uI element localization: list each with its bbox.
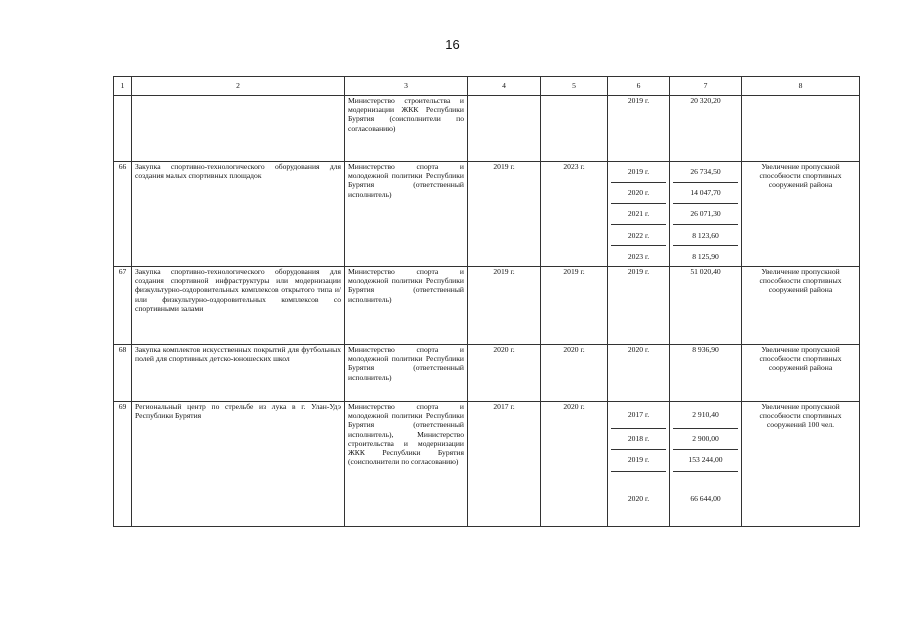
column-number: 6 xyxy=(608,77,670,96)
row-number: 66 xyxy=(114,162,132,267)
measure-name: Закупка комплектов искусственных покрытий для футбольных полей для спортивных детско-юношеских школ xyxy=(132,345,345,402)
start-year: 2019 г. xyxy=(468,162,541,267)
table-row xyxy=(114,267,860,345)
end-year: 2019 г. xyxy=(541,267,608,345)
funding-years-cell xyxy=(608,162,670,267)
table-row xyxy=(114,162,860,267)
funding-amount: 153 244,00 xyxy=(673,449,738,471)
responsible-org: Министерство спорта и молодежной политики Республики Бурятия (ответственный исполнитель) xyxy=(345,267,468,345)
funding-year: 2022 г. xyxy=(611,225,666,246)
column-number: 8 xyxy=(742,77,860,96)
funding-year: 2019 г. xyxy=(608,96,670,162)
column-number: 5 xyxy=(541,77,608,96)
row-number: 68 xyxy=(114,345,132,402)
funding-year: 2021 г. xyxy=(611,203,666,224)
start-year: 2017 г. xyxy=(468,402,541,527)
table-row xyxy=(114,345,860,402)
column-number-row xyxy=(114,77,860,96)
start-year: 2020 г. xyxy=(468,345,541,402)
end-year: 2020 г. xyxy=(541,402,608,527)
row-number: 67 xyxy=(114,267,132,345)
funding-year: 2018 г. xyxy=(611,428,666,449)
funding-year: 2019 г. xyxy=(627,167,650,177)
funding-year: 2019 г. xyxy=(611,449,666,471)
funding-amounts-cell xyxy=(670,402,742,527)
responsible-org: Министерство спорта и молодежной политики Республики Бурятия (ответственный исполнитель) xyxy=(345,162,468,267)
measure-name xyxy=(132,96,345,162)
column-number: 1 xyxy=(114,77,132,96)
page-number: 16 xyxy=(445,37,460,52)
expected-result xyxy=(742,96,860,162)
column-number: 2 xyxy=(132,77,345,96)
end-year: 2020 г. xyxy=(541,345,608,402)
funding-amount: 51 020,40 xyxy=(670,267,742,345)
row-number: 69 xyxy=(114,402,132,527)
funding-year: 2020 г. xyxy=(611,471,666,526)
funding-amount: 26 071,30 xyxy=(673,203,738,224)
responsible-org: Министерство спорта и молодежной политики Республики Бурятия (ответственный исполнитель) xyxy=(345,345,468,402)
funding-amount: 8 936,90 xyxy=(670,345,742,402)
expected-result: Увеличение пропускной способности спортивных сооружений района xyxy=(742,267,860,345)
start-year: 2019 г. xyxy=(468,267,541,345)
funding-year: 2023 г. xyxy=(611,246,666,266)
measure-name: Закупка спортивно-технологического оборудования для создания спортивной инфраструктуры или модернизации физкультурно-оздоровительных комплексов открытого типа и/или физкультурно-оздоровительных комплексов со спортивными залами xyxy=(132,267,345,345)
responsible-org: Министерство строительства и модернизации ЖКК Республики Бурятия (соисполнители по согласованию) xyxy=(345,96,468,162)
column-number: 4 xyxy=(468,77,541,96)
start-year xyxy=(468,96,541,162)
funding-amount: 2 910,40 xyxy=(692,410,719,420)
funding-amount: 2 900,00 xyxy=(673,428,738,449)
measure-name: Региональный центр по стрельбе из лука в г. Улан-Удэ Республики Бурятия xyxy=(132,402,345,527)
column-number: 3 xyxy=(345,77,468,96)
responsible-org: Министерство спорта и молодежной политики Республики Бурятия (ответственный исполнитель), Министерство строительства и модернизации ЖКК Республики Бурятия (соисполнители по согласованию) xyxy=(345,402,468,527)
table-row xyxy=(114,402,860,527)
expected-result: Увеличение пропускной способности спортивных сооружений района xyxy=(742,162,860,267)
funding-amounts-cell xyxy=(670,162,742,267)
end-year xyxy=(541,96,608,162)
funding-year: 2017 г. xyxy=(627,410,650,420)
funding-year: 2019 г. xyxy=(608,267,670,345)
column-number: 7 xyxy=(670,77,742,96)
measure-name: Закупка спортивно-технологического оборудования для создания малых спортивных площадок xyxy=(132,162,345,267)
funding-amount: 26 734,50 xyxy=(690,167,721,177)
funding-amount: 20 320,20 xyxy=(670,96,742,162)
funding-year: 2020 г. xyxy=(608,345,670,402)
funding-years-cell xyxy=(608,402,670,527)
funding-amount: 14 047,70 xyxy=(673,182,738,203)
table-row xyxy=(114,96,860,162)
program-table xyxy=(113,76,860,527)
funding-amount: 8 125,90 xyxy=(673,246,738,266)
row-number xyxy=(114,96,132,162)
expected-result: Увеличение пропускной способности спортивных сооружений 100 чел. xyxy=(742,402,860,527)
funding-amount: 8 123,60 xyxy=(673,225,738,246)
funding-year: 2020 г. xyxy=(611,182,666,203)
end-year: 2023 г. xyxy=(541,162,608,267)
expected-result: Увеличение пропускной способности спортивных сооружений района xyxy=(742,345,860,402)
funding-amount: 66 644,00 xyxy=(673,471,738,526)
